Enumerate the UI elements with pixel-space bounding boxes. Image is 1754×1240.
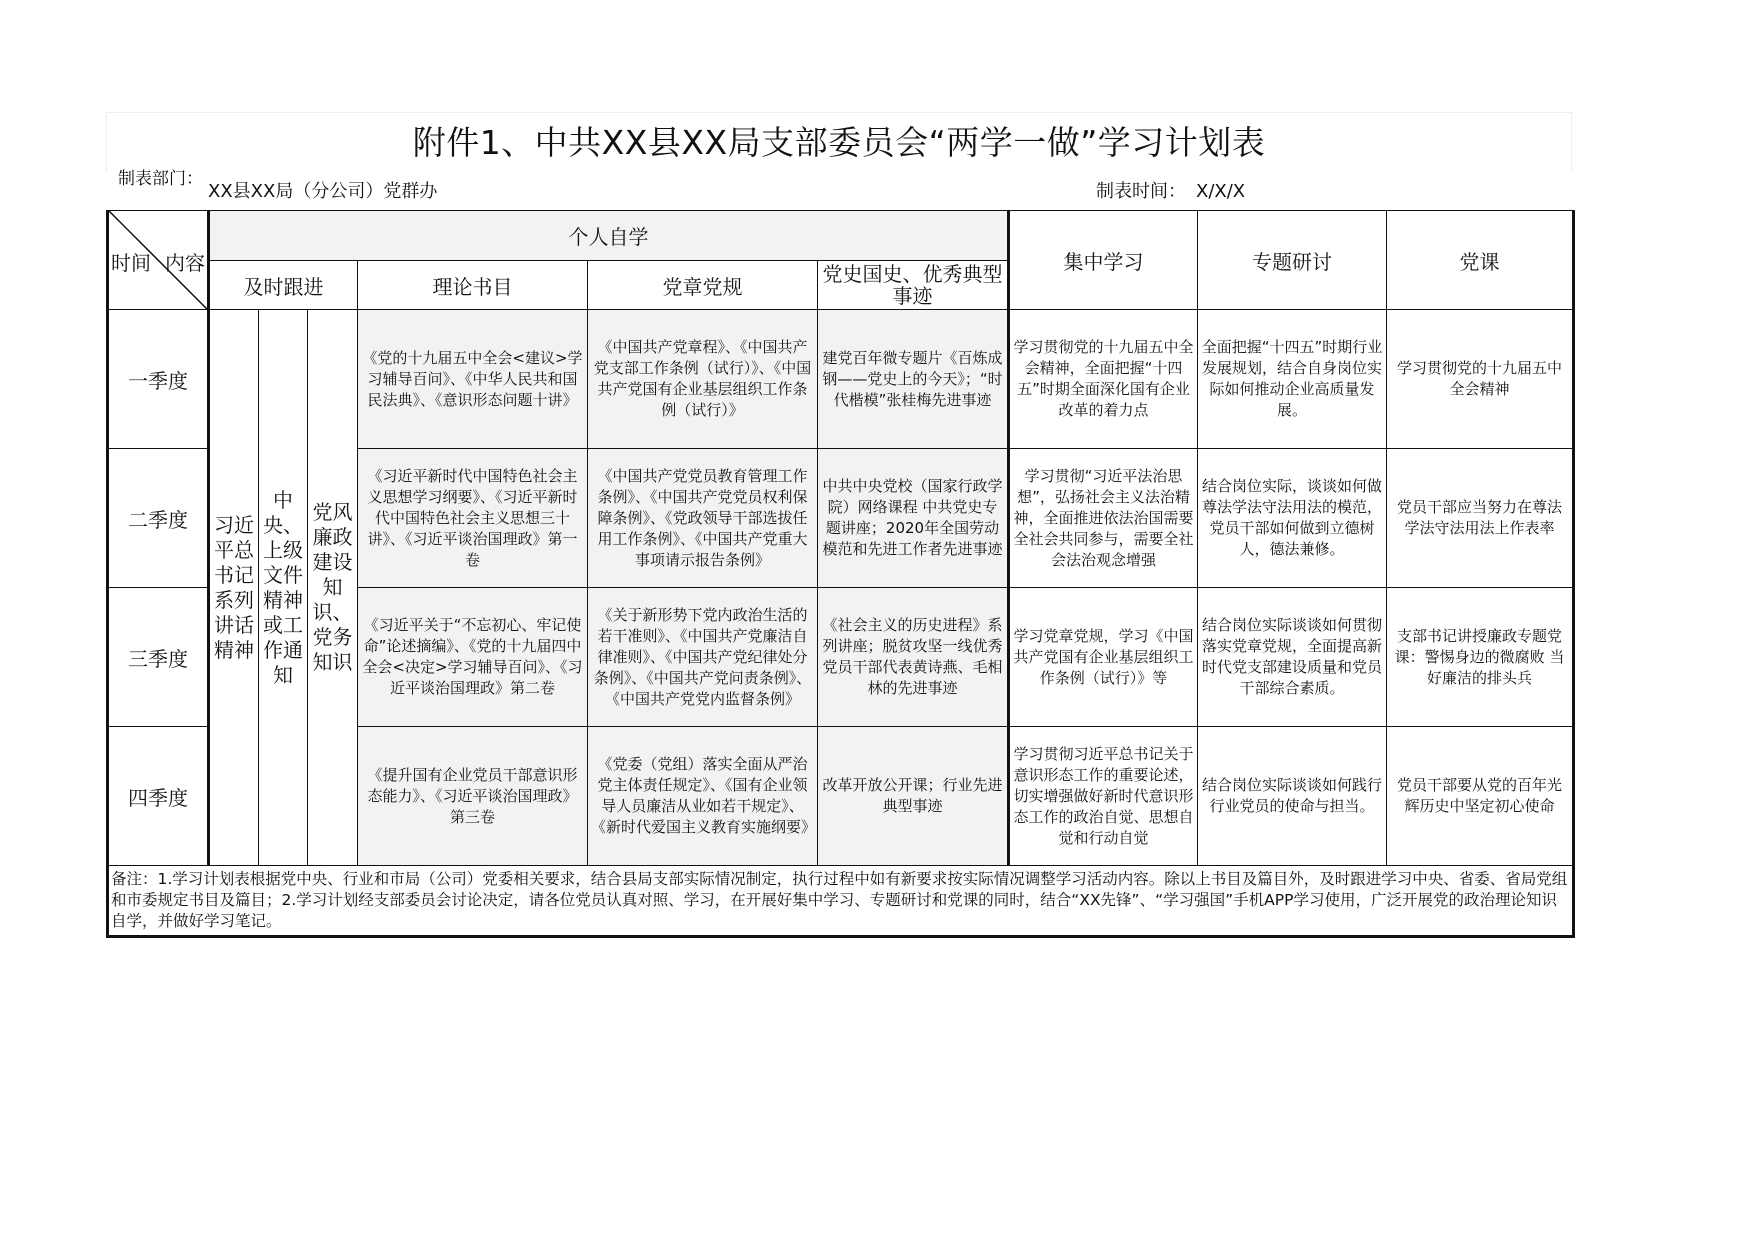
history-cell: 建党百年微专题片《百炼成钢——党史上的今天》；“时代楷模”张桂梅先进事迹	[818, 310, 1009, 449]
quarter-label: 三季度	[108, 588, 209, 727]
follow-up-col-2: 中央、上级文件精神或工作通知	[259, 310, 308, 866]
collective-cell: 学习党章党规，学习《中国共产党国有企业基层组织工作条例（试行）》等	[1009, 588, 1198, 727]
seminar-cell: 结合岗位实际，谈谈如何做尊法学法守法用法的模范，党员干部如何做到立德树人，德法兼修。	[1198, 449, 1387, 588]
collective-cell: 学习贯彻党的十九届五中全会精神，全面把握“十四五”时期全面深化国有企业改革的着力点	[1009, 310, 1198, 449]
history-cell: 中共中央党校（国家行政学院）网络课程 中共党史专题讲座；2020年全国劳动模范和先进工作者先进事迹	[818, 449, 1009, 588]
study-plan-table	[106, 210, 1575, 938]
self-study-header: 个人自学	[209, 211, 1009, 261]
quarter-label: 一季度	[108, 310, 209, 449]
remarks-note: 备注：1.学习计划表根据党中央、行业和市局（公司）党委相关要求，结合县局支部实际情况制定，执行过程中如有新要求按实际情况调整学习活动内容。除以上书目及篇目外，及时跟进学习中央、省委、省局党组和市委规定书目及篇目；2.学习计划经支部委员会讨论决定，请各位党员认真对照、学习，在开展好集中学习、专题研讨和党课的同时，结合“XX先锋”、“学习强国”手机APP学习使用，广泛开展党的政治理论知识自学，并做好学习笔记。	[108, 866, 1574, 937]
theory-cell: 《党的十九届五中全会<建议>学习辅导百问》、《中华人民共和国民法典》、《意识形态问题十讲》	[358, 310, 588, 449]
history-cell: 《社会主义的历史进程》系列讲座；脱贫攻坚一线优秀党员干部代表黄诗燕、毛相林的先进事迹	[818, 588, 1009, 727]
theory-books-header: 理论书目	[358, 261, 588, 310]
history-cell: 改革开放公开课；行业先进典型事迹	[818, 727, 1009, 866]
collective-study-header: 集中学习	[1009, 211, 1198, 310]
quarter-label: 四季度	[108, 727, 209, 866]
rules-cell: 《党委（党组）落实全面从严治党主体责任规定》、《国有企业领导人员廉洁从业如若干规定》、《新时代爱国主义教育实施纲要》	[588, 727, 818, 866]
seminar-cell: 全面把握“十四五”时期行业发展规划，结合自身岗位实际如何推动企业高质量发展。	[1198, 310, 1387, 449]
rules-cell: 《中国共产党章程》、《中国共产党支部工作条例（试行）》、《中国共产党国有企业基层组织工作条例（试行）》	[588, 310, 818, 449]
table-row	[108, 310, 1574, 449]
lesson-cell: 支部书记讲授廉政专题党课：警惕身边的微腐败 当好廉洁的排头兵	[1387, 588, 1574, 727]
collective-cell: 学习贯彻习近平总书记关于意识形态工作的重要论述，切实增强做好新时代意识形态工作的政治自觉、思想自觉和行动自觉	[1009, 727, 1198, 866]
party-rules-header: 党章党规	[588, 261, 818, 310]
theory-cell: 《习近平新时代中国特色社会主义思想学习纲要》、《习近平新时代中国特色社会主义思想三十讲》、《习近平谈治国理政》第一卷	[358, 449, 588, 588]
theory-cell: 《习近平关于“不忘初心、牢记使命”论述摘编》、《党的十九届四中全会<决定>学习辅导百问》、《习近平谈治国理政》第二卷	[358, 588, 588, 727]
quarter-label: 二季度	[108, 449, 209, 588]
party-lesson-header: 党课	[1387, 211, 1574, 310]
follow-up-col-1: 习近平总书记系列讲话精神	[209, 310, 259, 866]
theory-cell: 《提升国有企业党员干部意识形态能力》、《习近平谈治国理政》第三卷	[358, 727, 588, 866]
seminar-header: 专题研讨	[1198, 211, 1387, 310]
collective-cell: 学习贯彻“习近平法治思想”，弘扬社会主义法治精神，全面推进依法治国需要全社会共同参与，需要全社会法治观念增强	[1009, 449, 1198, 588]
follow-up-col-3: 党风廉政建设知识、党务知识	[308, 310, 358, 866]
time-label: 制表时间：	[1096, 181, 1186, 202]
page-title: 附件1、中共XX县XX局支部委员会“两学一做”学习计划表	[412, 123, 1266, 162]
lesson-cell: 党员干部要从党的百年光辉历史中坚定初心使命	[1387, 727, 1574, 866]
seminar-cell: 结合岗位实际谈谈如何贯彻落实党章党规，全面提高新时代党支部建设质量和党员干部综合素质。	[1198, 588, 1387, 727]
follow-up-header: 及时跟进	[209, 261, 358, 310]
corner-header-cell	[108, 211, 209, 310]
corner-time-label: 时间	[111, 251, 151, 275]
corner-content-label: 内容	[165, 251, 205, 275]
seminar-cell: 结合岗位实际谈谈如何践行行业党员的使命与担当。	[1198, 727, 1387, 866]
time-value: X/X/X	[1196, 181, 1246, 202]
history-header: 党史国史、优秀典型事迹	[818, 261, 1009, 310]
dept-value: XX县XX局（分公司）党群办	[208, 181, 438, 202]
lesson-cell: 党员干部应当努力在尊法学法守法用法上作表率	[1387, 449, 1574, 588]
lesson-cell: 学习贯彻党的十九届五中全会精神	[1387, 310, 1574, 449]
dept-label: 制表部门：	[118, 169, 203, 189]
rules-cell: 《中国共产党党员教育管理工作条例》、《中国共产党党员权利保障条例》、《党政领导干部选拔任用工作条例》、《中国共产党重大事项请示报告条例》	[588, 449, 818, 588]
rules-cell: 《关于新形势下党内政治生活的若干准则》、《中国共产党廉洁自律准则》、《中国共产党纪律处分条例》、《中国共产党问责条例》、《中国共产党党内监督条例》	[588, 588, 818, 727]
